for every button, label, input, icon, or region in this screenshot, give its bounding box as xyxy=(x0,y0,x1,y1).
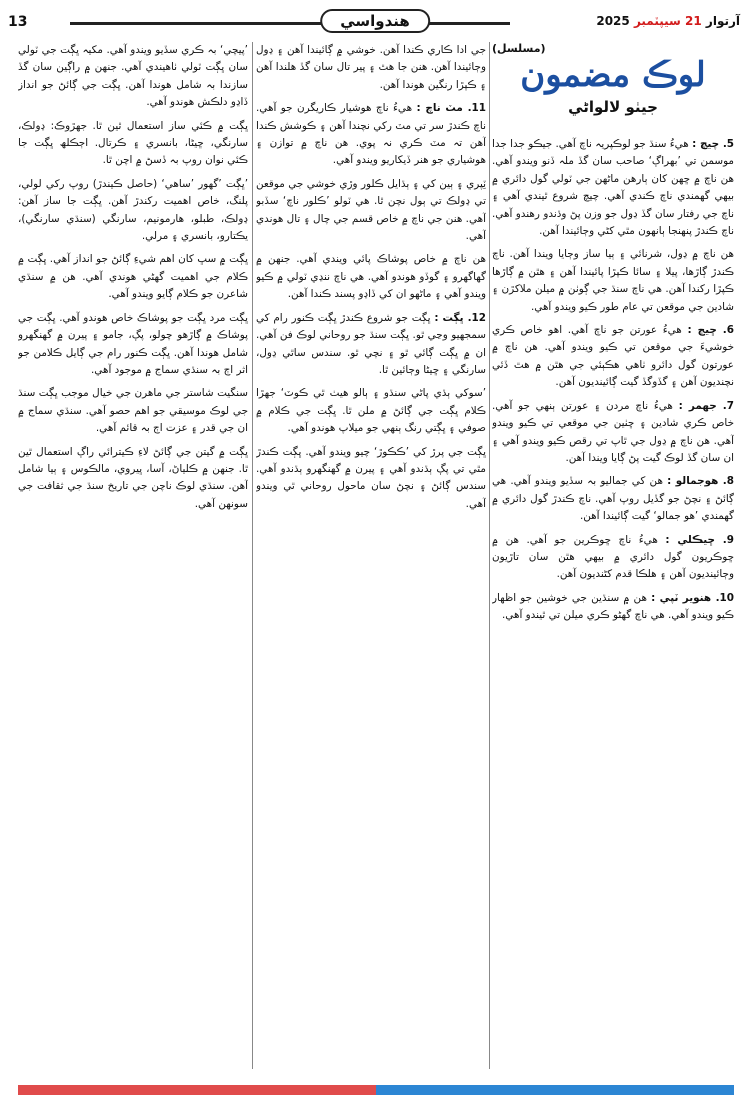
column-left xyxy=(18,42,248,1077)
column-middle-body xyxy=(256,42,486,513)
newspaper-masthead: هندواسي xyxy=(320,9,430,33)
article-paragraph xyxy=(492,590,734,625)
footer-bar-red xyxy=(18,1085,376,1095)
date-month: سيپٽمبر xyxy=(633,14,681,28)
article-paragraph xyxy=(256,385,486,437)
article-paragraph xyxy=(492,532,734,584)
article-paragraph xyxy=(492,246,734,316)
paragraph-text: ڀڳت ۾ گيتن جي ڳائڻ لاءِ ڪيترائي راڳ استعمال ٿين ٿا. جنھن ۾ ڪلياڻ، آسا، ڀيروي، مالڪوس ۽ ٻيا شامل آھن. سنڌي لوڪ ناچن جي تاريخ سنڌ جي ثقافت جي سونھن آھي. xyxy=(18,445,248,510)
column-divider xyxy=(489,42,490,1069)
article-paragraph xyxy=(18,42,248,112)
footer-bar-blue xyxy=(376,1085,734,1095)
article-paragraph xyxy=(492,322,734,392)
page-header xyxy=(0,8,750,38)
article-paragraph xyxy=(18,444,248,514)
article-paragraph xyxy=(256,444,486,514)
paragraph-text: ڀڳت ۾ سڀ کان اھم شيءِ ڳائڻ جو انداز آھي. ڀڳت ۾ ڪلام جي اھميت گھڻي ھوندي آھي. ھن ۾ سنڌي شاعرن جو ڪلام ڳايو ويندو آھي. xyxy=(18,253,248,301)
paragraph-text: ھن ۾ سنڌين جي خوشين جو اظھار ڪيو ويندو آھي. ھي ناچ گھڻو ڪري ميلن تي ٿيندو آھي. xyxy=(492,591,734,622)
paragraph-heading: 10. ھنوير ٽپي : xyxy=(651,591,734,604)
paragraph-text: ھيءُ ناچ ھوشيار ڪاريگرن جو آھي. ناچ ڪندڙ سر تي مٽ رکي نچندا آھن ۽ ڪوشش ڪندا آھن تہ مٽ ڪري نہ پوي. ھن ناچ ۾ توازن ۽ ھوشياري جو ھنر ڏيکاريو ويندو آھي. xyxy=(256,102,486,167)
article-title: لوڪ مضمون xyxy=(520,55,706,95)
paragraph-text: ڀڳت جو شروع ڪندڙ ڀڳت ڪنور رام کي سمجھيو وڃي ٿو. ڀڳت سنڌ جو روحاني لوڪ فن آھي. ان ۾ ڀڳت ڳائي ٿو ۽ نچي ٿو. سندس ساٿي ڍول، سارنگي ۽ ڇيڻا وڄائين ٿا. xyxy=(256,311,486,376)
paragraph-text: ھيءُ عورتن جو ناچ آھي. اھو خاص ڪري خوشيءَ جي موقعن تي ڪيو ويندو آھي. ھن ناچ ۾ عورتون گول دائرو ٺاھي ھڪٻئي جي ھٿن ۾ ھٿ ڏئي نچنديون آھن ۽ گڏوگڏ گيت ڳائينديون آھن. xyxy=(492,324,734,389)
paragraph-text: جي ادا ڪاري ڪندا آھن. خوشي ۾ ڳائيندا آھن ۽ ڍول وڄائيندا آھن. ھنن جا ھٿ ۽ پير تال سان گڏ ھلندا آھن ۽ ڪپڙا رنگين ھوندا آھن. xyxy=(256,44,486,91)
paragraph-text: ڀڳت مرد ڀڳت جو پوشاڪ خاص ھوندو آھي. ڀڳت جي پوشاڪ ۾ ڳاڙھو چولو، پڳ، جامو ۽ پيرن ۾ گھنگھرو شامل ھوندا آھن. ڀڳت ڪنور رام جي ڳايل ڪلامن جو اثر اڄ بہ سنڌي سماج ۾ موجود آھي. xyxy=(18,311,248,376)
article-paragraph xyxy=(18,385,248,437)
paragraph-heading: 11. مٽ ناچ : xyxy=(416,102,486,115)
paragraph-heading: 9. ڇيڪلي : xyxy=(665,533,734,546)
article-paragraph xyxy=(256,310,486,380)
paragraph-text: ’ڀڳت ’گھور ’ساھي‘ (حاصل ڪيندڙ) روپ رکي لولي، پلنگ، خاص اھميت رکندڙ آھن. ڀڳت جا ساز آھن: ڍولڪ، طبلو، ھارمونيم، سارنگي (سنڌي سارنگي)، يڪتارو، بانسري ۽ مرلي. xyxy=(18,177,248,243)
paragraph-text: سنگيت شاستر جي ماھرن جي خيال موجب ڀڳت سنڌ جي لوڪ موسيقي جو اھم حصو آھي. سنڌي سماج ۾ ان جي قدر ۽ عزت اڄ بہ قائم آھي. xyxy=(18,387,248,435)
article-title-block xyxy=(492,42,734,130)
article-paragraph xyxy=(256,176,486,246)
article-paragraph xyxy=(18,251,248,303)
paragraph-heading: 8. ھوجمالو : xyxy=(667,475,734,488)
article-paragraph xyxy=(18,118,248,170)
paragraph-text: ھيءُ ناچ ڇوڪرين جو آھي. ھن ۾ ڇوڪريون گول دائري ۾ بيھي ھٿن سان تاڙيون وڄائينديون آھن ۽ ھلڪا قدم کڻنديون آھن. xyxy=(492,533,734,581)
article-author: جيٺو لالواڻي xyxy=(568,98,658,116)
paragraph-text: ھيءُ سنڌ جو لوڪپريہ ناچ آھي. جيڪو جدا جدا موسمن تي ’بھراڳ‘ صاحب سان گڏ ملہ ڏنو ويندو آھي. ھن ناچ ۾ ڇھن کان ٻارھن ماڻھن جي ٽولي گول دائري ۾ بيھي گھمندي ناچ ڪندي آھي. چيچ شروع ٿيندي آھي ۽ ناچ جي رفتار سان گڏ ڍول جو وزن پڻ وڌندو رھندو آھي. ناچ ڪندڙ پنھنجا ٻانھون مٿي کڻي وڄائيندا آھن. xyxy=(492,138,734,238)
paragraph-text: ڀڳت ۾ ڪئي ساز استعمال ٿين ٿا. جھڙوڪ: ڍولڪ، سارنگي، ڇيڻا، بانسري ۽ ڪرتال. اڄڪلھ ڀڳت جا ڪئي نوان روپ بہ ڏسڻ ۾ اچن ٿا. xyxy=(18,119,248,167)
paragraph-text: ھن کي جماليو بہ سڏيو ويندو آھي. ھي ڳائڻ ۽ نچڻ جو گڏيل روپ آھي. ناچ ڪندڙ گول دائري ۾ گھمندي ’ھو جمالو‘ گيت ڳائيندا آھن. xyxy=(492,475,734,523)
section-label: (مسلسل) xyxy=(492,42,546,55)
date-day: آرتوار xyxy=(705,14,740,28)
paragraph-text: ٽِپري ۽ ٻين کي ۽ ٻڌايل ڪلور وڙي خوشي جي موقعن تي ڍولڪ تي ٻول نچن ٿا. ھي ٽولو ’ڪلور ناچ‘ سڏبو آھي. ھنن جي ناچ ۾ خاص قسم جي چال ۽ تال ھوندي آھي. xyxy=(256,177,486,243)
article-paragraph xyxy=(18,310,248,380)
paragraph-heading: 5. چيچ : xyxy=(692,138,734,150)
paragraph-text: ھيءُ ناچ مردن ۽ عورتن ٻنھي جو آھي. خاص ڪري شادين ۽ ڇٺين جي موقعي تي ڪيو ويندو آھي. ھن ناچ ۾ ڍول جي ٿاپ تي رقص ڪيو ويندو آھي ۽ ان سان گڏ لوڪ گيت پڻ ڳايا ويندا آھن. xyxy=(492,399,734,464)
column-divider xyxy=(252,42,253,1069)
paragraph-heading: 6. ڇيڄ : xyxy=(687,324,734,337)
column-middle xyxy=(256,42,486,1077)
dateline xyxy=(596,14,740,28)
column-right xyxy=(492,42,734,1077)
masthead-rule-left xyxy=(70,22,350,25)
page-number: 13 xyxy=(8,14,28,30)
article-paragraph xyxy=(492,398,734,468)
article-paragraph xyxy=(256,251,486,303)
paragraph-text: ھن ناچ ۾ خاص پوشاڪ پائي ويندي آھي. جنھن ۾ گھاگھرو ۽ گوڏو ھوندو آھي. ھي ناچ ننڍي ٽولي ۾ ڪيو ويندو آھي ۽ ماڻھو ان کي ڏاڍو پسند ڪندا آھن. xyxy=(256,253,486,301)
date-number: 21 xyxy=(685,14,702,28)
date-year: 2025 xyxy=(596,14,630,28)
paragraph-text: ھن ناچ ۾ ڍول، شرنائي ۽ ٻيا ساز وڄايا ويندا آھن. ناچ ڪندڙ ڳاڙھا، پيلا ۽ سائا ڪپڙا پائيندا آھن ۽ ھٿن ۾ ڳاڙھا ڪپڙا رکندا آھن. ھي ناچ سنڌ جي ڳوٺن ۾ ميلن ملاکڙن ۽ شادين جي موقعن تي عام طور ڪيو ويندو آھي. xyxy=(492,248,734,313)
paragraph-text: ڀڳت جي پرڙ کي ’ڪڪوڙ‘ چيو ويندو آھي. ڀڳت ڪندڙ مٿي تي پڳ ٻڌندو آھي ۽ پيرن ۾ گھنگھرو ٻڌندو آھي. سندس ڳائڻ ۽ نچڻ سان ماحول روحاني ٿي ويندو آھي. xyxy=(256,445,486,510)
column-left-body xyxy=(18,42,248,513)
column-right-body xyxy=(492,136,734,625)
paragraph-heading: 7. جھمر : xyxy=(678,399,734,412)
footer-bar xyxy=(18,1085,734,1095)
paragraph-text: ’پيچي‘ بہ ڪري سڏيو ويندو آھي. مکيہ ڀڳت جي ٽولي سان ڀڳت ٽولي ٺاھيندي آھي. جنھن ۾ راڳين سان گڏ سازندا بہ شامل ھوندا آھن. ڀڳت جي ڳائڻ جو انداز ڏاڍو دلڪش ھوندو آھي. xyxy=(18,44,248,109)
paragraph-text: ’سوکي ٻڌي پاڻي سنڌو ۽ ٻالو ھيٺ ٿي ڪوٽ‘ جھڙا ڪلام ڀڳت جي ڳائڻ ۾ ملن ٿا. ڀڳت جي ڪلام ۾ صوفي ۽ ڀڳتي رنگ ٻنھي جو ميلاپ ھوندو آھي. xyxy=(256,387,486,435)
paragraph-heading: 12. ڀڳت : xyxy=(434,311,486,324)
article-paragraph xyxy=(256,100,486,170)
article-paragraph xyxy=(256,42,486,94)
article-paragraph xyxy=(492,136,734,240)
article-paragraph xyxy=(18,176,248,246)
article-paragraph xyxy=(492,473,734,525)
